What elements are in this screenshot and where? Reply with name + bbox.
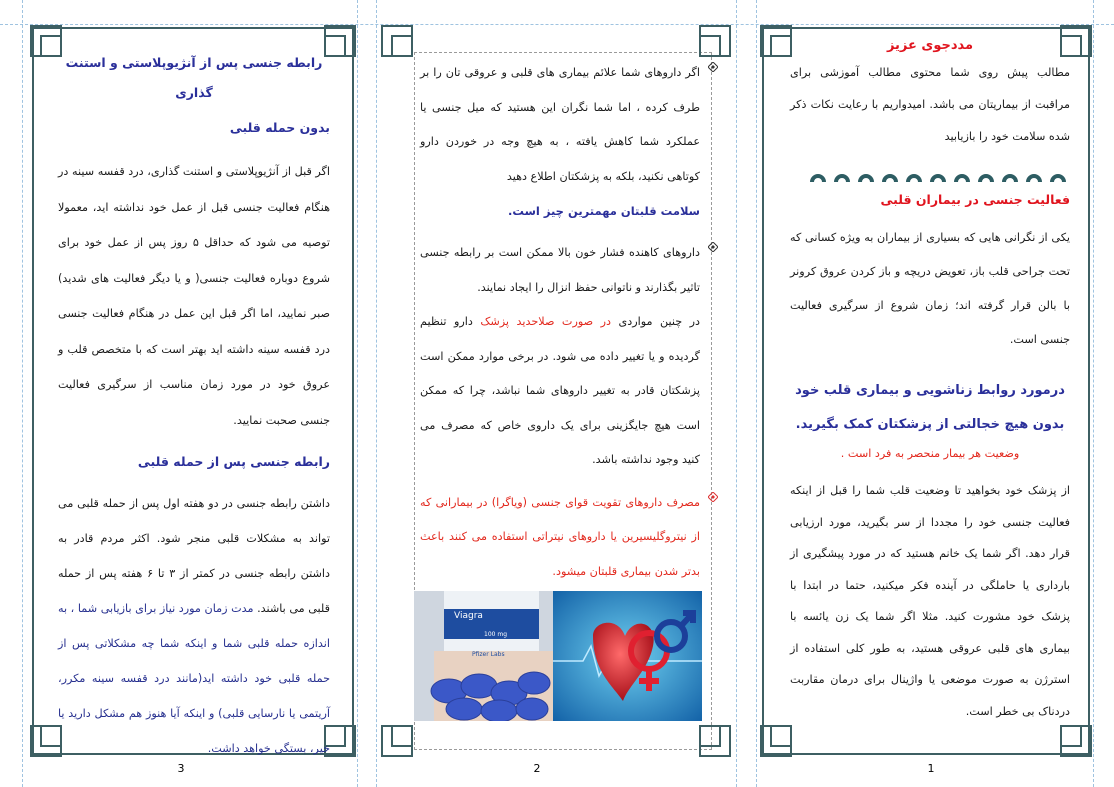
margin-guide <box>376 0 377 787</box>
margin-guide <box>22 0 23 787</box>
panel-2-content <box>420 56 700 589</box>
bullet-item <box>420 236 700 478</box>
bullet-text: مصرف داروهای تقویت قوای جنسی (ویاگرا) در بیمارانی که از نیتروگلیسیرین یا داروهای نیتراتی استفاده می کنند باعث بدتر شدن بیماری قلبتان میشود. <box>420 495 700 578</box>
margin-guide <box>357 0 358 787</box>
red-note: وضعیت هر بیمار منحصر به فرد است . <box>840 447 1020 460</box>
paragraph <box>58 486 330 766</box>
diamond-bullet-icon <box>708 62 718 72</box>
section-heading: رابطه جنسی پس از حمله قلبی <box>137 454 330 469</box>
corner-ornament <box>759 724 793 758</box>
bottle-brand: Pfizer Labs <box>472 651 505 658</box>
page-number: 1 <box>927 762 935 775</box>
corner-ornament <box>698 724 732 758</box>
blue-heading: بدون هیچ خجالتی از پزشکتان کمک بگیرید. <box>795 417 1065 432</box>
emphasis-text: سلامت قلبتان مهمترین چیز است. <box>508 204 700 218</box>
corner-ornament <box>759 24 793 58</box>
paragraph: یکی از نگرانی هایی که بسیاری از بیماران به ویژه کسانی که تحت جراحی قلب باز، تعویض دریچه و باز کردن عروق کرونر با بالن قرار گرفته اند؛ زمان شروع از سرگیری فعالیت جنسی است. <box>790 231 1070 346</box>
corner-ornament <box>698 24 732 58</box>
corner-ornament <box>1059 724 1093 758</box>
text-run: در چنین مواردی <box>618 315 701 328</box>
corner-ornament <box>380 724 414 758</box>
section-title: فعالیت جنسی در بیماران قلبی <box>880 192 1070 207</box>
paragraph: اگر قبل از آنژیوپلاستی و استنت گذاری، درد قفسه سینه در هنگام فعالیت جنسی قبل از عمل خود نداشته اید، معمولا توصیه می شود که حداقل ۵ روز پس از عمل خود برای شروع دوباره فعالیت جنسی( و یا دیگر فعالیت های شدید) صبر نمایید، اما اگر قبل این عمل در هنگام فعالیت جنسی درد قفسه سینه داشته اید بهتر است که با متخصص قلب و عروق خود در مورد زمان مناسب از سرگیری فعالیت جنسی صحبت نمایید. <box>58 165 330 427</box>
heart-gender-image <box>553 591 702 721</box>
blue-heading: درمورد روابط زناشویی و بیماری قلب خود <box>795 383 1065 398</box>
page-title: رابطه جنسی پس از آنژیوپلاستی و استنت گذاری <box>65 55 323 100</box>
margin-guide <box>756 0 757 787</box>
medication-photo <box>414 591 553 721</box>
bullet-item <box>420 486 700 590</box>
margin-guide <box>0 24 1114 25</box>
greeting-heading: مددجوی عزیز <box>886 38 974 53</box>
paragraph: از پزشک خود بخواهید تا وضعیت قلب شما را قبل از اینکه فعالیت جنسی خود را مجددا از سر بگیرید، مورد ارزیابی قرار دهد. اگر شما یک خانم هستید که در مورد پیشگیری از بارداری یا حاملگی در آینده فکر میکنید، حتما در ابتدا با پزشک خود مشورت کنید. مثلا اگر شما یک زن یائسه با بیماری های قلبی عروقی هستید، به طور کلی استفاده از استرژن به صورت موضعی یا واژینال برای درمان مقاربت دردناک بی خطر است. <box>790 484 1070 718</box>
diamond-bullet-icon <box>708 492 718 502</box>
blue-text-run: مدت زمان مورد نیاز برای بازیابی شما ، به اندازه حمله قلبی شما و اینکه شما چه مشکلاتی پس از حمله قلبی خود داشته اید(مانند درد قفسه سینه مکرر، آریتمی یا نارسایی قلبی) و اینکه آیا هنوز هم مشکل دارید یا خیر، بستگی خواهد داشت. <box>58 602 330 755</box>
margin-guide <box>1093 0 1094 787</box>
red-text-run: در صورت صلاحدید پزشک <box>480 315 611 328</box>
text-run: دارو تنظیم گردیده و یا تغییر داده می شود. در برخی موارد ممکن است پزشکتان قادر به تغییر داروهای شما نباشد، چرا که ممکن است هیچ جایگزینی برای یک داروی خاص که مصرف می کنید وجود نداشته باشد. <box>420 315 700 466</box>
bullet-text: اگر داروهای شما علائم بیماری های قلبی و عروقی تان را بر طرف کرده ، اما شما نگران این هستید که میل جنسی یا عملکرد شما کاهش یافته ، به هیچ وجه در خوردن دارو کوتاهی نکنید، بلکه به پزشکتان اطلاع دهید <box>420 66 700 183</box>
intro-paragraph: مطالب پیش روی شما محتوی مطالب آموزشی برای مراقبت از بیماریتان می باشد. امیدواریم با رعایت نکات ذکر شده سلامت خود را بازیابید <box>790 66 1070 143</box>
page-number: 3 <box>177 762 185 775</box>
text-run: داشتن رابطه جنسی در دو هفته اول پس از حمله قلبی می تواند به مشکلات قلبی منجر شود. اکثر مردم قادر به داشتن رابطه جنسی در کمتر از ۳ تا ۶ هفته پس از حمله قلبی می باشند. <box>58 497 331 615</box>
margin-guide <box>736 0 737 787</box>
panel-1-content <box>790 38 1070 153</box>
heart-gender-photo <box>553 591 702 721</box>
bullet-item <box>420 56 700 228</box>
bullet-text <box>420 305 700 478</box>
panel-3-content <box>58 48 330 766</box>
bottle-label: Viagra <box>454 611 483 621</box>
decorative-divider-icon <box>806 166 1066 190</box>
page-number: 2 <box>533 762 541 775</box>
panel-1-body <box>790 192 1070 727</box>
diamond-bullet-icon <box>708 242 718 252</box>
corner-ornament <box>380 24 414 58</box>
bottle-dose: 100 mg <box>484 631 508 638</box>
bullet-text: داروهای کاهنده فشار خون بالا ممکن است بر رابطه جنسی تاثیر بگذارند و ناتوانی حفظ انزال را ایجاد نمایند. <box>420 246 700 294</box>
page-subtitle: بدون حمله قلبی <box>229 120 330 135</box>
